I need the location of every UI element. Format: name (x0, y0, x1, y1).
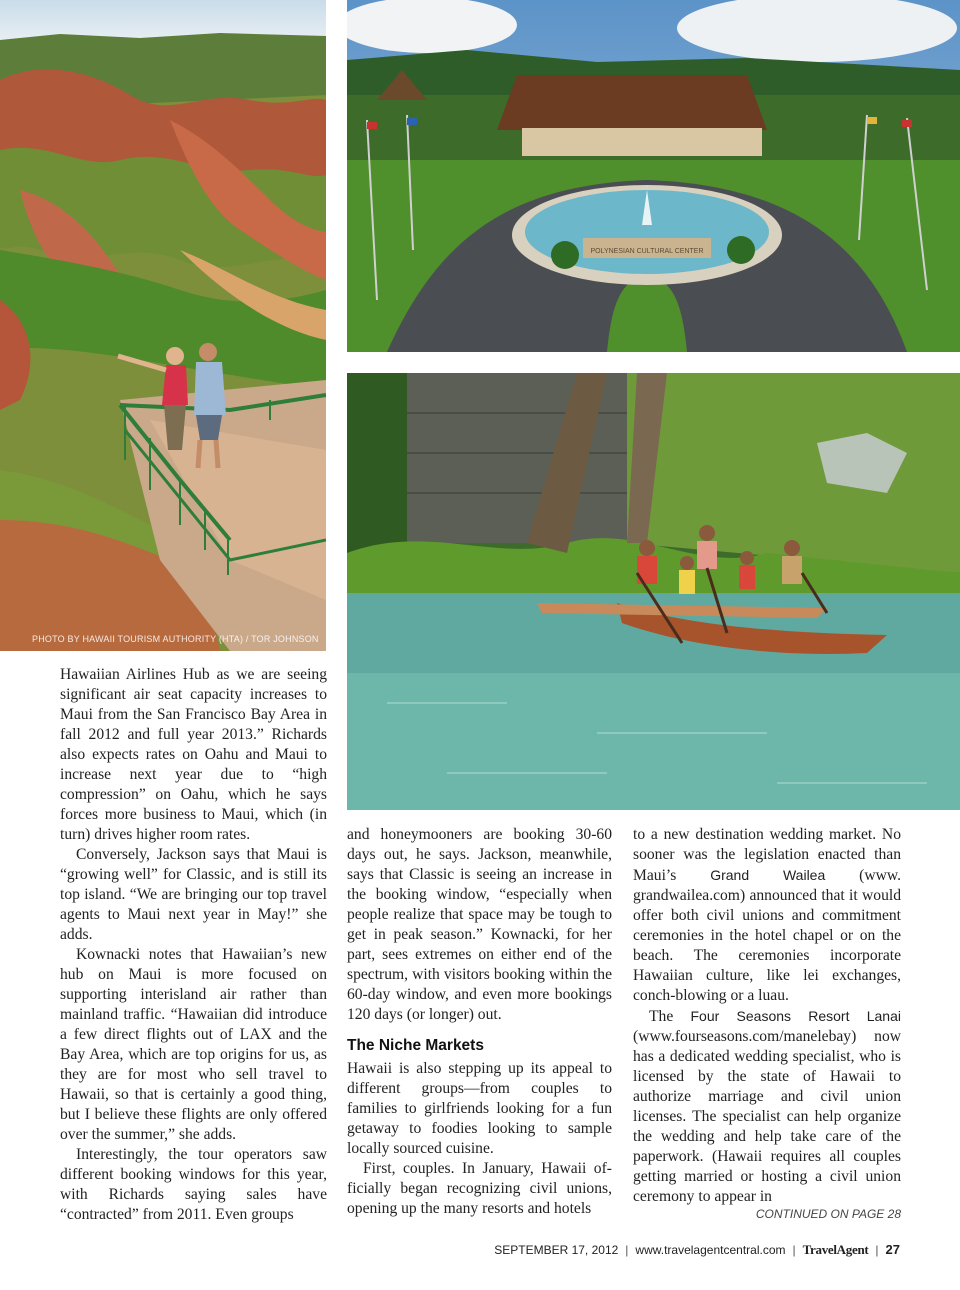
left-paragraph-4: Interestingly, the tour operators saw different booking windows for this year, with Richards saying sales have “contracted” from 2011. Even groups (60, 1146, 327, 1223)
canoe-river-photo (347, 373, 960, 810)
left-paragraph-2: Conversely, Jackson says that Maui is “growing well” for Classic, and is still its top island. “We are bringing our top travel agents to Maui next year in May!” she adds. (60, 846, 327, 943)
page-footer: SEPTEMBER 17, 2012 | www.travelagentcentral.com | TravelAgent | 27 (494, 1242, 900, 1257)
magazine-brand: TravelAgent (802, 1242, 869, 1257)
center-sign: POLYNESIAN CULTURAL CENTER (590, 248, 704, 255)
photo-credit: PHOTO BY HAWAII TOURISM AUTHORITY (HTA) / TOR JOHNSON (32, 634, 319, 644)
four-seasons-name: Four Seasons Resort Lanai (690, 1008, 901, 1024)
left-text-column (60, 665, 327, 1225)
left-paragraph-1: Hawaiian Airlines Hub as we are seeing significant air seat capacity increases to Maui from the San Francisco Bay Area in fall 2012 and full year 2013.” Richards also expects rates on Oahu and Maui to increase next year due to “high compression” on Oahu, which he says forces more business to Maui, which (in turn) drives higher room rates. (60, 666, 327, 843)
canyon-lookout-photo (0, 0, 326, 651)
section-heading: The Niche Markets (347, 1037, 484, 1054)
page-number: 27 (885, 1242, 900, 1257)
middle-paragraph-2: Hawaii is also stepping up its appeal to different groups—from couples to families to girlfriends looking for a fun getaway to foodies looking to sample locally sourced cuisine. (347, 1060, 612, 1157)
right-paragraph-1: to a new destination wedding market. No sooner was the legislation enacted than Maui’s Grand Wailea (www. grandwailea.com) announced that it would offer both civil unions and commitment ceremonies in the hotel chapel or on the beach. The ceremonies incorporate Hawaiian culture, like lei exchanges, conch-blowing or a luau. (633, 826, 902, 1004)
middle-text-column (347, 825, 612, 1219)
left-paragraph-3: Kownacki notes that Hawaiian’s new hub on Maui is more focused on supporting interisland air rather than mainland traffic. “Hawaiian did introduce a few direct flights out of LAX and the Bay Area, which are top origins for us, as they are for most who sell travel to Hawaii, so that is certainly a good thing, but I believe these flights are only offered over the summer,” she adds. (60, 946, 327, 1143)
cultural-center-entrance-photo (347, 0, 960, 352)
issue-date: SEPTEMBER 17, 2012 (494, 1243, 619, 1257)
continued-note: CONTINUED ON PAGE 28 (755, 1207, 901, 1221)
grand-wailea-name: Grand Wailea (710, 867, 826, 883)
right-paragraph-2: The Four Seasons Resort Lanai (www.fourseasons.com/manelebay) now has a dedicated wedding specialist, who is licensed by the state of Hawaii to authorize marriage and civil union licenses. The specialist can help organize the wedding and help take care of the paperwork. (Hawaii requires all couples getting married or hosting a civil union ceremony to appear in (633, 1008, 901, 1205)
right-text-column (633, 825, 901, 1207)
middle-paragraph-3: First, couples. In January, Hawaii officially began recognizing civil unions, opening up the many resorts and hotels (347, 1160, 612, 1217)
middle-paragraph-1: and honeymooners are booking 30-60 days out, he says. Jackson, meanwhile, says that Classic is seeing an increase in the booking window, “especially when people realize that space may be tough to get in peak season.” Kownacki, for her part, sees extremes on either end of the spectrum, with visitors booking within the 60-day window, and even more bookings 120 days (or longer) out. (347, 826, 612, 1023)
website-url: www.travelagentcentral.com (635, 1243, 786, 1257)
